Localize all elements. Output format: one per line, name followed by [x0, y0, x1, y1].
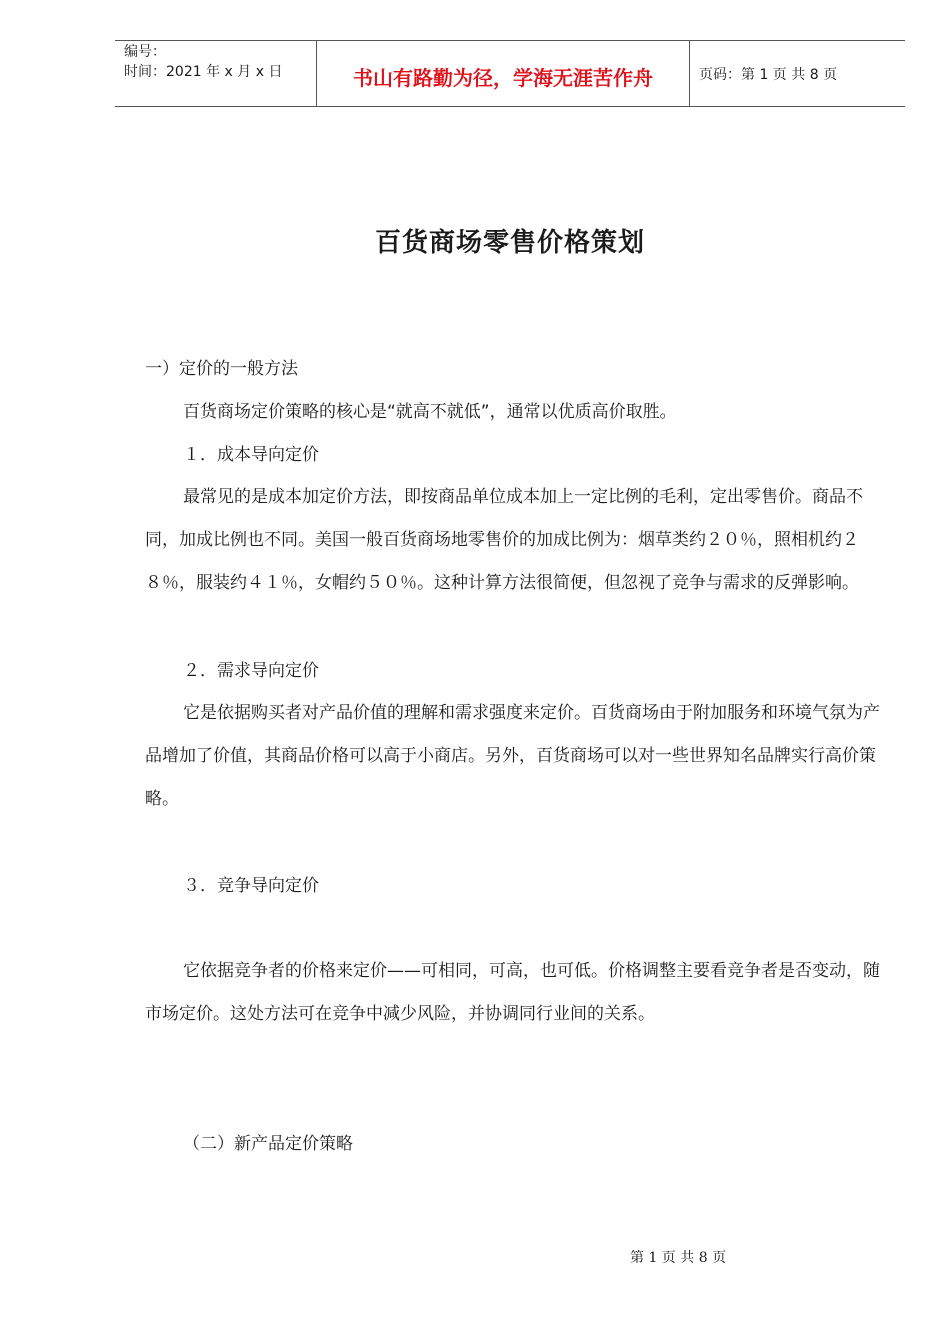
item2-heading: ２．需求导向定价 — [183, 661, 319, 681]
item2-body: 它是依据购买者对产品价值的理解和需求强度来定价。百货商场由于附加服务和环境气氛为产品增加了价值，其商品价格可以高于小商店。另外，百货商场可以对一些世界知名品牌实行高价策略。 — [145, 703, 880, 809]
page-footer: 第 1 页 共 8 页 — [630, 1250, 727, 1266]
item3-paragraph — [145, 950, 880, 1036]
header-divider-right — [689, 40, 690, 107]
item1-paragraph — [145, 476, 880, 605]
serial-label: 编号： — [124, 44, 166, 60]
header-page-info: 页码：第 1 页 共 8 页 — [699, 67, 838, 83]
section1-heading: 一）定价的一般方法 — [145, 359, 298, 379]
item2-paragraph — [145, 692, 880, 821]
item3-body: 它依据竞争者的价格来定价——可相同，可高，也可低。价格调整主要看竞争者是否变动，随市场定价。这处方法可在竞争中减少风险，并协调同行业间的关系。 — [145, 961, 880, 1024]
header-motto: 书山有路勤为径，学海无涯苦作舟 — [353, 66, 653, 90]
header-bottom-border — [115, 106, 905, 107]
item1-body: 最常见的是成本加定价方法，即按商品单位成本加上一定比例的毛利，定出零售价。商品不同，加成比例也不同。美国一般百货商场地零售价的加成比例为：烟草类约２０％，照相机约２８％，服装约４１％，女帽约５０％。这种计算方法很简便，但忽视了竞争与需求的反弹影响。 — [145, 487, 863, 593]
intro-paragraph: 百货商场定价策略的核心是“就高不就低”，通常以优质高价取胜。 — [183, 402, 677, 422]
time-label: 时间：2021 年 x 月 x 日 — [124, 64, 283, 80]
item1-heading: １．成本导向定价 — [183, 445, 319, 465]
header-top-border — [115, 40, 905, 41]
section2-heading: （二）新产品定价策略 — [183, 1134, 353, 1154]
header-meta — [124, 42, 282, 82]
item3-heading: ３．竞争导向定价 — [183, 876, 319, 896]
document-title: 百货商场零售价格策划 — [374, 228, 645, 258]
